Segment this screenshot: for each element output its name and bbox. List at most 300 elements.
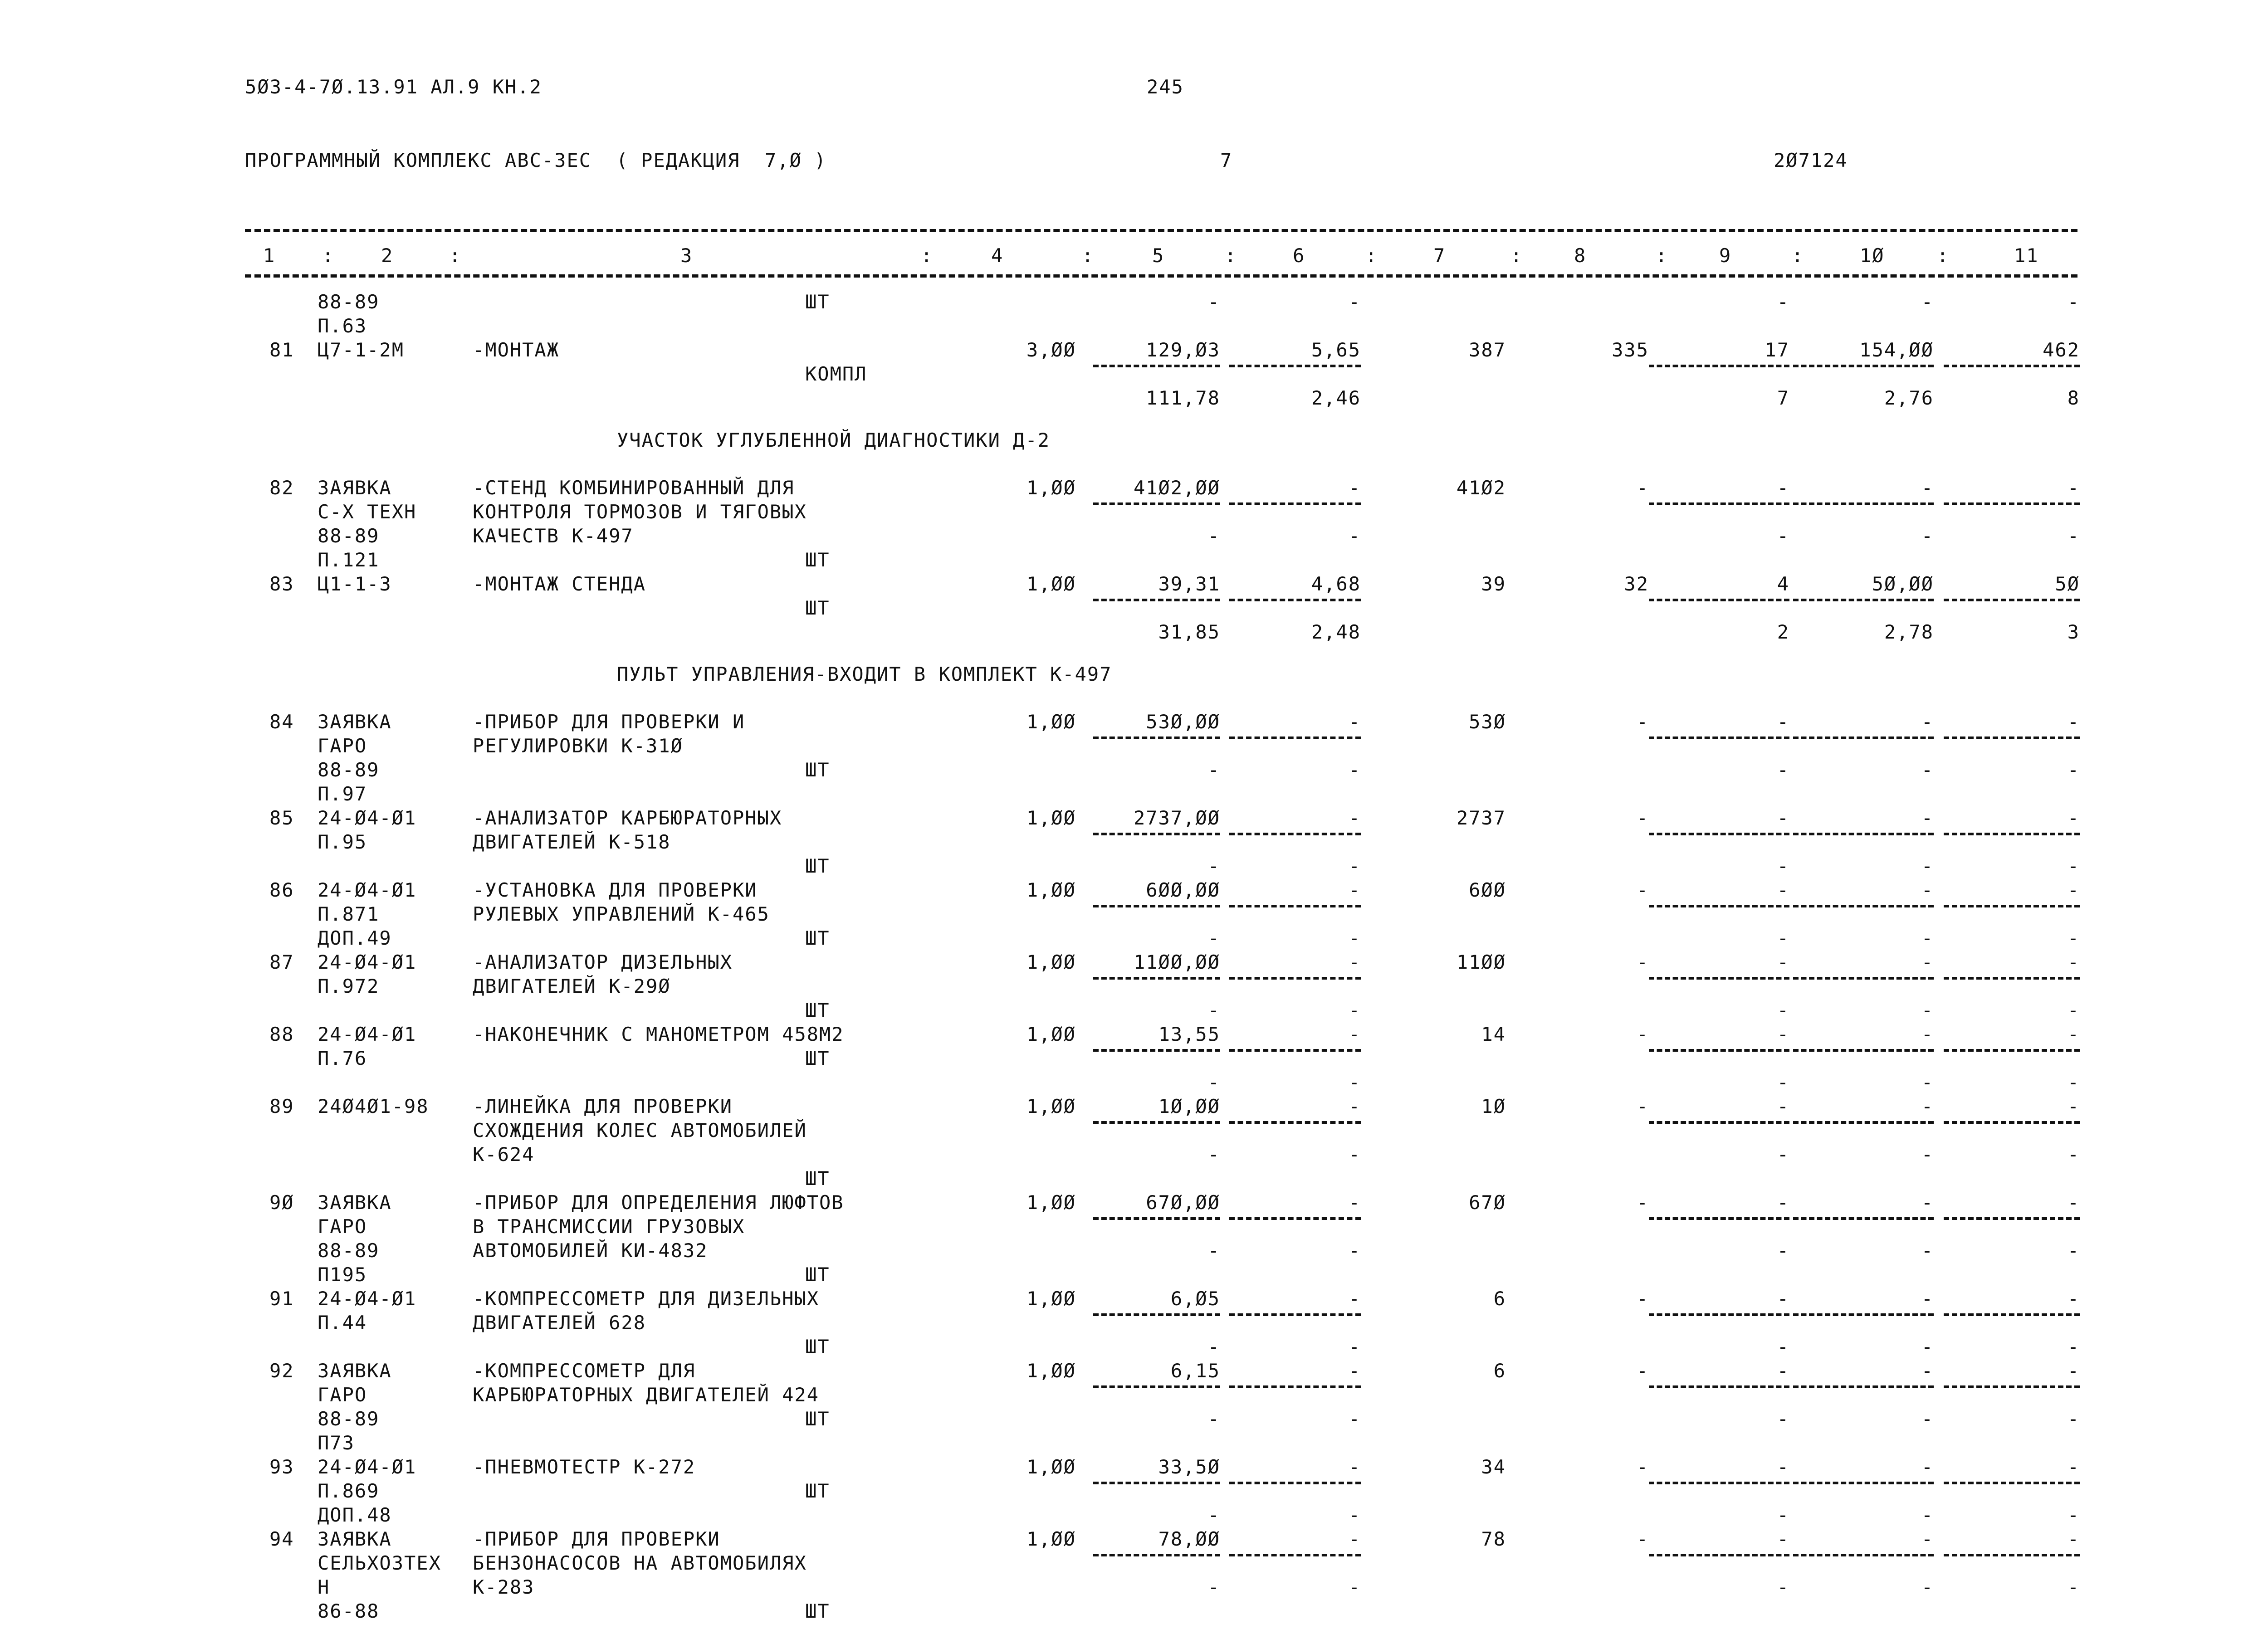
subtotal-rule (1944, 1313, 2080, 1316)
row-name: К-283 (473, 1576, 535, 1598)
row-unit: ШТ (805, 855, 830, 877)
subtotal-rule (1093, 1049, 1220, 1052)
subtotal-rule (1229, 1121, 1361, 1124)
subtotal-rule (1944, 502, 2080, 505)
subtotal-rule (1229, 365, 1361, 367)
cell-c11: - (2067, 1239, 2080, 1262)
cell-c5: - (1207, 525, 1220, 547)
row-name: ДВИГАТЕЛЕЙ К-29Ø (473, 975, 671, 997)
cell-c11: - (2067, 999, 2080, 1021)
cell-c10: - (1921, 855, 1934, 877)
column-separator: : (921, 244, 934, 267)
cell-c4: 1,ØØ (1026, 1023, 1076, 1045)
cell-c5: - (1207, 927, 1220, 949)
cell-c5: 6ØØ,ØØ (1146, 879, 1220, 901)
cell-c9: - (1777, 759, 1789, 781)
row-name: -КОМПРЕССОМЕТР ДЛЯ ДИЗЕЛЬНЫХ (473, 1288, 820, 1310)
cell-c9: - (1777, 1095, 1789, 1117)
subtotal-rule (1649, 1385, 1789, 1388)
subtotal-rule (1229, 1385, 1361, 1388)
cell-c6: - (1348, 1095, 1361, 1117)
row-name: СХОЖДЕНИЯ КОЛЕС АВТОМОБИЛЕЙ (473, 1119, 807, 1141)
cell-c6: - (1348, 1456, 1361, 1478)
cell-c11: - (2067, 759, 2080, 781)
row-name: -НАКОНЕЧНИК С МАНОМЕТРОМ 458М2 (473, 1023, 844, 1045)
row-code: П.44 (318, 1312, 367, 1334)
cell-c6: - (1348, 999, 1361, 1021)
row-unit: ШТ (805, 291, 830, 313)
row-number: 93 (269, 1456, 294, 1478)
cell-c11: 8 (2067, 387, 2080, 409)
row-unit: ШТ (805, 999, 830, 1021)
row-code: П.121 (318, 549, 380, 571)
cell-c11: - (2067, 291, 2080, 313)
cell-c10: - (1921, 1143, 1934, 1166)
cell-c9: - (1777, 1071, 1789, 1093)
row-number: 94 (269, 1528, 294, 1550)
cell-c10: - (1921, 1528, 1934, 1550)
subtotal-rule (1649, 1313, 1789, 1316)
subtotal-rule (1944, 1217, 2080, 1220)
cell-c10: - (1921, 759, 1934, 781)
subtotal-rule (1093, 905, 1220, 907)
cell-c9: - (1777, 1191, 1789, 1214)
row-code: ГАРО (318, 735, 367, 757)
cell-c9: - (1777, 1360, 1789, 1382)
column-separator: : (1792, 244, 1804, 267)
subtotal-rule (1229, 833, 1361, 835)
cell-c8: - (1636, 1360, 1649, 1382)
cell-c10: - (1921, 291, 1934, 313)
subtotal-rule (1229, 1313, 1361, 1316)
row-code: П.63 (318, 315, 367, 337)
subtotal-rule (1793, 1482, 1934, 1484)
cell-c5: 11ØØ,ØØ (1133, 951, 1220, 973)
subtotal-rule (1649, 502, 1789, 505)
cell-c7: 6ØØ (1469, 879, 1506, 901)
row-code: С-Х ТЕХН (318, 501, 417, 523)
subtotal-rule (1793, 365, 1934, 367)
doc-code: 5Ø3-4-7Ø.13.91 АЛ.9 КН.2 (245, 76, 542, 98)
row-number: 9Ø (269, 1191, 294, 1214)
cell-c10: 2,76 (1884, 387, 1934, 409)
row-code: П.871 (318, 903, 380, 925)
row-code: Ц1-1-3 (318, 573, 392, 595)
subtotal-rule (1793, 1049, 1934, 1052)
cell-c10: - (1921, 807, 1934, 829)
row-code: ДОП.48 (318, 1504, 392, 1526)
row-number: 85 (269, 807, 294, 829)
cell-c5: - (1207, 291, 1220, 313)
row-unit: ШТ (805, 1480, 830, 1502)
cell-c5: - (1207, 999, 1220, 1021)
cell-c4: 1,ØØ (1026, 879, 1076, 901)
cell-c6: - (1348, 927, 1361, 949)
cell-c10: - (1921, 999, 1934, 1021)
cell-c5: 31,85 (1158, 621, 1220, 643)
cell-c4: 1,ØØ (1026, 477, 1076, 499)
cell-c4: 3,ØØ (1026, 339, 1076, 361)
row-name: КАЧЕСТВ К-497 (473, 525, 634, 547)
row-number: 81 (269, 339, 294, 361)
row-number: 89 (269, 1095, 294, 1117)
column-header-9: 9 (1719, 244, 1732, 267)
subtotal-rule (1229, 1049, 1361, 1052)
cell-c10: 154,ØØ (1859, 339, 1934, 361)
cell-c7: 34 (1481, 1456, 1506, 1478)
cell-c6: - (1348, 291, 1361, 313)
cell-c4: 1,ØØ (1026, 573, 1076, 595)
cell-c5: - (1207, 1504, 1220, 1526)
cell-c9: 17 (1765, 339, 1789, 361)
row-code: ГАРО (318, 1215, 367, 1238)
row-code: ЗАЯВКА (318, 1191, 392, 1214)
subtotal-rule (1093, 502, 1220, 505)
subtotal-rule (1093, 833, 1220, 835)
row-unit: КОМПЛ (805, 363, 867, 385)
cell-c8: - (1636, 1023, 1649, 1045)
row-code: 24-Ø4-Ø1 (318, 1288, 417, 1310)
column-separator: : (449, 244, 462, 267)
row-name: -КОМПРЕССОМЕТР ДЛЯ (473, 1360, 696, 1382)
row-code: ГАРО (318, 1384, 367, 1406)
section-heading: ПУЛЬТ УПРАВЛЕНИЯ-ВХОДИТ В КОМПЛЕКТ К-497 (617, 663, 1112, 685)
cell-c10: - (1921, 1191, 1934, 1214)
row-name: -ЛИНЕЙКА ДЛЯ ПРОВЕРКИ (473, 1095, 733, 1117)
row-unit: ШТ (805, 1263, 830, 1286)
subtotal-rule (1093, 977, 1220, 980)
row-number: 84 (269, 711, 294, 733)
cell-c11: - (2067, 951, 2080, 973)
cell-c11: - (2067, 879, 2080, 901)
cell-c6: 4,68 (1311, 573, 1361, 595)
column-separator: : (1082, 244, 1095, 267)
subtotal-rule (1093, 365, 1220, 367)
cell-c5: 2737,ØØ (1133, 807, 1220, 829)
cell-c8: - (1636, 711, 1649, 733)
column-header-6: 6 (1293, 244, 1305, 267)
column-separator: : (1510, 244, 1523, 267)
cell-c6: - (1348, 1336, 1361, 1358)
row-unit: ШТ (805, 1408, 830, 1430)
cell-c5: 129,Ø3 (1146, 339, 1220, 361)
row-name: -ПРИБОР ДЛЯ ПРОВЕРКИ (473, 1528, 720, 1550)
row-name: -МОНТАЖ (473, 339, 560, 361)
cell-c9: - (1777, 807, 1789, 829)
cell-c6: - (1348, 1071, 1361, 1093)
doc-number: 2Ø7124 (1774, 149, 1848, 171)
subtotal-rule (1793, 977, 1934, 980)
subtotal-rule (1649, 1049, 1789, 1052)
cell-c9: - (1777, 855, 1789, 877)
cell-c9: - (1777, 711, 1789, 733)
cell-c7: 6 (1493, 1360, 1506, 1382)
cell-c9: - (1777, 999, 1789, 1021)
row-code: Ц7-1-2М (318, 339, 405, 361)
cell-c11: - (2067, 1528, 2080, 1550)
subtotal-rule (1944, 1482, 2080, 1484)
cell-c11: - (2067, 807, 2080, 829)
cell-c5: 111,78 (1146, 387, 1220, 409)
subtotal-rule (1944, 599, 2080, 601)
cell-c10: - (1921, 1095, 1934, 1117)
row-name: ДВИГАТЕЛЕЙ К-518 (473, 831, 671, 853)
subtotal-rule (1649, 1482, 1789, 1484)
subtotal-rule (1944, 905, 2080, 907)
cell-c6: - (1348, 855, 1361, 877)
row-code: ЗАЯВКА (318, 477, 392, 499)
subtotal-rule (1944, 365, 2080, 367)
subtotal-rule (1944, 1049, 2080, 1052)
column-separator: : (1656, 244, 1668, 267)
cell-c10: - (1921, 879, 1934, 901)
cell-c10: - (1921, 1239, 1934, 1262)
row-name: РЕГУЛИРОВКИ К-31Ø (473, 735, 683, 757)
subtotal-rule (1229, 1482, 1361, 1484)
cell-c5: 33,5Ø (1158, 1456, 1220, 1478)
cell-c11: - (2067, 927, 2080, 949)
cell-c9: - (1777, 1576, 1789, 1598)
cell-c6: - (1348, 759, 1361, 781)
cell-c10: - (1921, 1504, 1934, 1526)
cell-c4: 1,ØØ (1026, 807, 1076, 829)
row-code: 24-Ø4-Ø1 (318, 879, 417, 901)
cell-c6: - (1348, 951, 1361, 973)
cell-c11: - (2067, 1360, 2080, 1382)
cell-c8: - (1636, 1528, 1649, 1550)
subtotal-rule (1944, 977, 2080, 980)
row-name: ДВИГАТЕЛЕЙ 628 (473, 1312, 646, 1334)
column-header-2: 2 (381, 244, 394, 267)
cell-c6: - (1348, 525, 1361, 547)
cell-c11: - (2067, 1288, 2080, 1310)
cell-c10: - (1921, 1408, 1934, 1430)
subtotal-rule (1793, 905, 1934, 907)
subtotal-rule (1793, 1385, 1934, 1388)
column-header-1: 1 (263, 244, 276, 267)
row-code: Н (318, 1576, 330, 1598)
cell-c10: - (1921, 927, 1934, 949)
cell-c10: - (1921, 477, 1934, 499)
row-number: 92 (269, 1360, 294, 1382)
cell-c11: - (2067, 1191, 2080, 1214)
subtotal-rule (1793, 1217, 1934, 1220)
cell-c8: - (1636, 951, 1649, 973)
row-number: 91 (269, 1288, 294, 1310)
row-name: -ПРИБОР ДЛЯ ОПРЕДЕЛЕНИЯ ЛЮФТОВ (473, 1191, 844, 1214)
subtotal-rule (1229, 599, 1361, 601)
subtotal-rule (1649, 599, 1789, 601)
cell-c5: - (1207, 1143, 1220, 1166)
cell-c7: 39 (1481, 573, 1506, 595)
cell-c9: - (1777, 951, 1789, 973)
subtotal-rule (1944, 737, 2080, 739)
section-heading: УЧАСТОК УГЛУБЛЕННОЙ ДИАГНОСТИКИ Д-2 (617, 429, 1051, 451)
row-name: КАРБЮРАТОРНЫХ ДВИГАТЕЛЕЙ 424 (473, 1384, 820, 1406)
row-code: П.95 (318, 831, 367, 853)
cell-c10: - (1921, 1336, 1934, 1358)
cell-c7: 41Ø2 (1456, 477, 1506, 499)
cell-c4: 1,ØØ (1026, 951, 1076, 973)
cell-c11: - (2067, 477, 2080, 499)
cell-c6: - (1348, 1023, 1361, 1045)
subtotal-rule (1229, 905, 1361, 907)
cell-c6: 2,46 (1311, 387, 1361, 409)
cell-c10: - (1921, 951, 1934, 973)
subtotal-rule (1649, 1217, 1789, 1220)
row-code: П195 (318, 1263, 367, 1286)
row-code: 24-Ø4-Ø1 (318, 951, 417, 973)
cell-c8: - (1636, 1191, 1649, 1214)
cell-c10: - (1921, 1071, 1934, 1093)
cell-c10: - (1921, 1576, 1934, 1598)
cell-c6: - (1348, 1191, 1361, 1214)
cell-c9: - (1777, 477, 1789, 499)
subtotal-rule (1793, 833, 1934, 835)
column-separator: : (1225, 244, 1237, 267)
cell-c9: - (1777, 1143, 1789, 1166)
cell-c6: - (1348, 1528, 1361, 1550)
row-code: 24-Ø4-Ø1 (318, 1023, 417, 1045)
row-code: 88-89 (318, 1239, 380, 1262)
row-code: 88-89 (318, 1408, 380, 1430)
cell-c9: - (1777, 291, 1789, 313)
row-unit: ШТ (805, 1336, 830, 1358)
cell-c5: - (1207, 1576, 1220, 1598)
cell-c6: - (1348, 1239, 1361, 1262)
cell-c11: - (2067, 1143, 2080, 1166)
cell-c5: 1Ø,ØØ (1158, 1095, 1220, 1117)
subtotal-rule (1793, 1554, 1934, 1556)
row-unit: ШТ (805, 927, 830, 949)
subtotal-rule (1793, 599, 1934, 601)
row-code: П.869 (318, 1480, 380, 1502)
column-header-5: 5 (1152, 244, 1165, 267)
subtotal-rule (1093, 1385, 1220, 1388)
cell-c9: - (1777, 1408, 1789, 1430)
row-code: 24Ø4Ø1-98 (318, 1095, 429, 1117)
cell-c4: 1,ØØ (1026, 1095, 1076, 1117)
row-code: 24-Ø4-Ø1 (318, 807, 417, 829)
page-mark: 7 (1220, 149, 1233, 171)
subtotal-rule (1944, 833, 2080, 835)
row-unit: ШТ (805, 1047, 830, 1069)
row-name: АВТОМОБИЛЕЙ КИ-4832 (473, 1239, 708, 1262)
subtotal-rule (1793, 1313, 1934, 1316)
cell-c5: 41Ø2,ØØ (1133, 477, 1220, 499)
column-header-10: 1Ø (1860, 244, 1885, 267)
row-code: 88-89 (318, 525, 380, 547)
cell-c6: - (1348, 477, 1361, 499)
cell-c9: - (1777, 525, 1789, 547)
cell-c8: 32 (1624, 573, 1649, 595)
row-unit: ШТ (805, 1167, 830, 1190)
row-code: ДОП.49 (318, 927, 392, 949)
row-number: 82 (269, 477, 294, 499)
subtotal-rule (1093, 1313, 1220, 1316)
cell-c7: 78 (1481, 1528, 1506, 1550)
cell-c9: - (1777, 1023, 1789, 1045)
row-number: 88 (269, 1023, 294, 1045)
cell-c5: 67Ø,ØØ (1146, 1191, 1220, 1214)
subtotal-rule (1649, 737, 1789, 739)
cell-c5: - (1207, 759, 1220, 781)
cell-c5: - (1207, 1071, 1220, 1093)
row-code: 88-89 (318, 759, 380, 781)
subtotal-rule (1793, 502, 1934, 505)
cell-c6: - (1348, 807, 1361, 829)
cell-c7: 387 (1469, 339, 1506, 361)
cell-c5: - (1207, 1239, 1220, 1262)
cell-c5: 53Ø,ØØ (1146, 711, 1220, 733)
page-number: 245 (1147, 76, 1184, 98)
cell-c11: - (2067, 855, 2080, 877)
row-name: -АНАЛИЗАТОР КАРБЮРАТОРНЫХ (473, 807, 782, 829)
cell-c11: - (2067, 1023, 2080, 1045)
cell-c4: 1,ØØ (1026, 1191, 1076, 1214)
cell-c4: 1,ØØ (1026, 1360, 1076, 1382)
row-name: -ПРИБОР ДЛЯ ПРОВЕРКИ И (473, 711, 745, 733)
cell-c10: 5Ø,ØØ (1872, 573, 1934, 595)
cell-c9: - (1777, 1456, 1789, 1478)
header-rule-top (245, 229, 2077, 232)
cell-c11: - (2067, 1071, 2080, 1093)
row-code: 86-88 (318, 1600, 380, 1622)
cell-c5: - (1207, 855, 1220, 877)
subtotal-rule (1093, 599, 1220, 601)
row-name: РУЛЕВЫХ УПРАВЛЕНИЙ К-465 (473, 903, 770, 925)
cell-c4: 1,ØØ (1026, 711, 1076, 733)
cell-c9: - (1777, 1336, 1789, 1358)
row-number: 87 (269, 951, 294, 973)
cell-c8: - (1636, 477, 1649, 499)
cell-c11: - (2067, 1336, 2080, 1358)
subtotal-rule (1649, 365, 1789, 367)
row-unit: ШТ (805, 1600, 830, 1622)
subtotal-rule (1649, 977, 1789, 980)
row-code: П.97 (318, 783, 367, 805)
cell-c10: - (1921, 525, 1934, 547)
cell-c5: 6,Ø5 (1170, 1288, 1220, 1310)
cell-c4: 1,ØØ (1026, 1528, 1076, 1550)
column-header-8: 8 (1574, 244, 1587, 267)
cell-c11: - (2067, 1504, 2080, 1526)
row-name: -МОНТАЖ СТЕНДА (473, 573, 646, 595)
row-code: П.972 (318, 975, 380, 997)
cell-c11: - (2067, 1095, 2080, 1117)
cell-c6: - (1348, 879, 1361, 901)
row-name: -ПНЕВМОТЕСТР К-272 (473, 1456, 696, 1478)
cell-c9: - (1777, 879, 1789, 901)
row-name: В ТРАНСМИССИИ ГРУЗОВЫХ (473, 1215, 745, 1238)
cell-c9: 2 (1777, 621, 1789, 643)
cell-c10: - (1921, 1360, 1934, 1382)
column-separator: : (322, 244, 335, 267)
cell-c11: - (2067, 525, 2080, 547)
cell-c11: - (2067, 1576, 2080, 1598)
cell-c5: 13,55 (1158, 1023, 1220, 1045)
subtotal-rule (1944, 1121, 2080, 1124)
cell-c7: 14 (1481, 1023, 1506, 1045)
cell-c11: 5Ø (2055, 573, 2080, 595)
cell-c6: - (1348, 1143, 1361, 1166)
cell-c6: - (1348, 1408, 1361, 1430)
subtotal-rule (1229, 1554, 1361, 1556)
column-header-3: 3 (680, 244, 693, 267)
subtotal-rule (1229, 502, 1361, 505)
cell-c4: 1,ØØ (1026, 1456, 1076, 1478)
subtotal-rule (1649, 1121, 1789, 1124)
